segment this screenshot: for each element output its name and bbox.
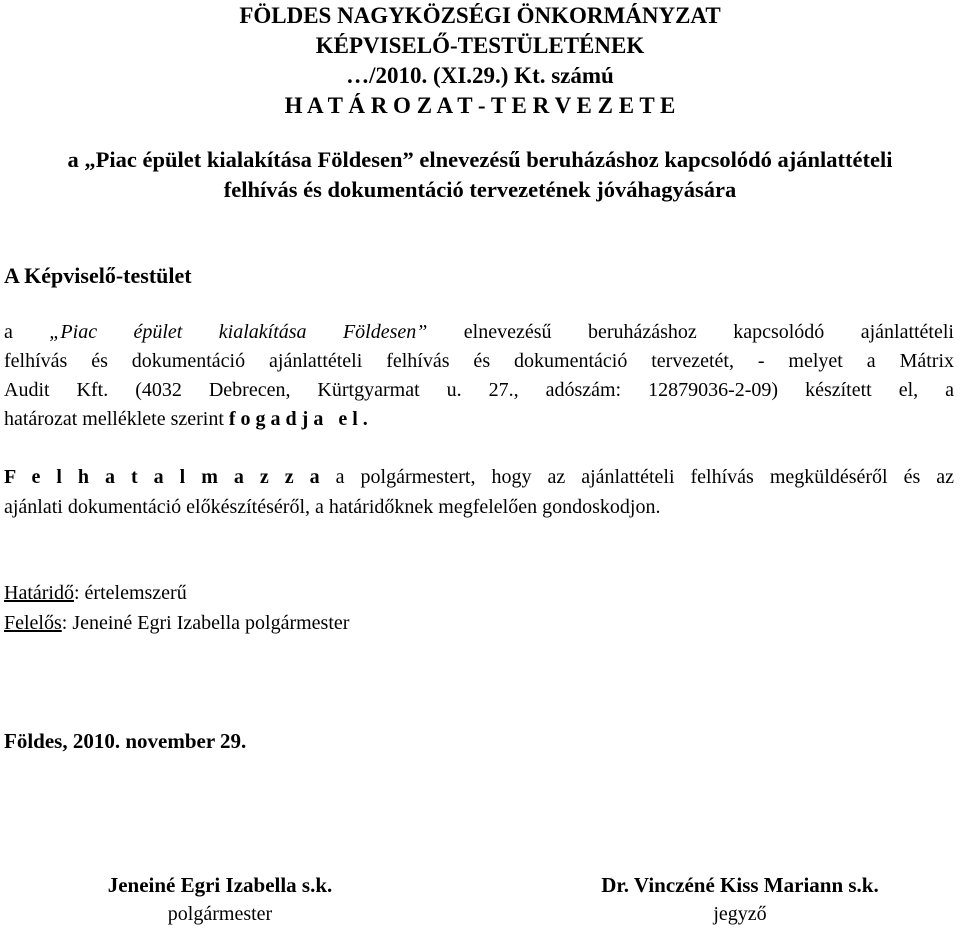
responsible-line [4,613,349,633]
signature-mayor-title: polgármester [167,903,273,925]
para1-line-4 [4,409,368,429]
signature-notary-title: jegyző [713,903,767,925]
date-line: Földes, 2010. november 29. [4,729,247,753]
deadline-line [4,583,187,603]
para1-l4-text: határozat melléklete szerint [4,408,229,430]
responsible-value: : Jeneiné Egri Izabella polgármester [61,612,350,634]
header-municipality: FÖLDES NAGYKÖZSÉGI ÖNKORMÁNYZAT [239,3,721,28]
para1-line-3: Audit Kft. (4032 Debrecen, Kürtgyarmat u. 27., adószám: 12879036-2-09) készített el, a [4,379,954,401]
subject-line-1: a „Piac épület kialakítása Földesen” elnevezésű beruházáshoz kapcsolódó ajánlattételi [67,147,893,172]
header-body: KÉPVISELŐ-TESTÜLETÉNEK [315,33,645,58]
header-resolution-number: …/2010. (XI.29.) Kt. számú [346,63,614,88]
para2-l1-rest: a polgármestert, hogy az ajánlattételi felhívás megküldéséről és az [319,466,954,488]
project-name: „Piac épület kialakítása Földesen” [49,321,428,343]
para2-line-1 [4,467,954,487]
subject-line-2: felhívás és dokumentáció tervezetének jóváhagyására [223,177,737,202]
accepts-decision: f o g a d j a e l . [228,408,368,430]
signature-notary-name: Dr. Vinczéné Kiss Mariann s.k. [601,873,879,897]
para1-prefix: a [4,321,50,343]
header-draft-resolution: H A T Á R O Z A T - T E R V E Z E T E [284,93,676,118]
responsible-label: Felelős [4,612,62,634]
para1-l1-rest: elnevezésű beruházáshoz kapcsolódó ajánlattételi [427,321,954,343]
para1-line-1 [4,322,954,342]
signature-mayor-name: Jeneiné Egri Izabella s.k. [107,873,333,897]
authorizes-decision: F e l h a t a l m a z z a [4,466,320,488]
para2-line-2: ajánlati dokumentáció előkészítéséről, a határidőknek megfelelően gondoskodjon. [4,496,661,518]
body-title: A Képviselő-testület [4,263,192,288]
deadline-label: Határidő [4,582,74,604]
deadline-value: : értelemszerű [73,582,187,604]
para1-line-2: felhívás és dokumentáció ajánlattételi felhívás és dokumentáció tervezetét, - melyet a Mátrix [4,350,954,372]
